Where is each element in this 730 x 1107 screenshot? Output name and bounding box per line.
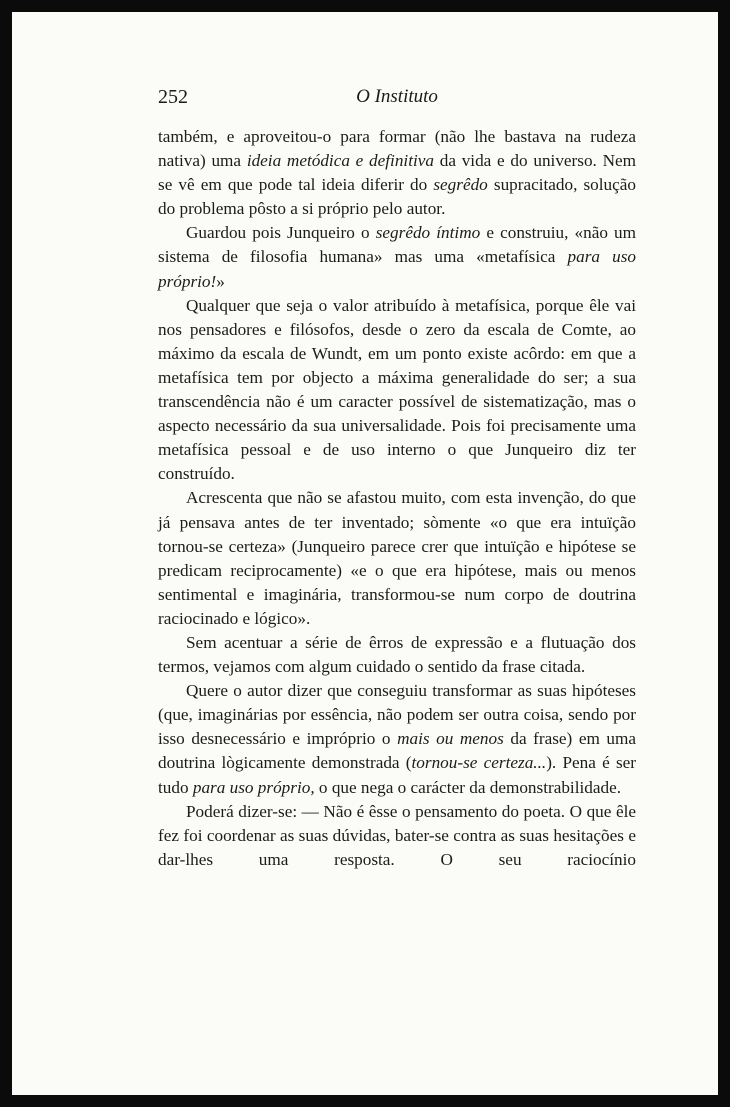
page-number: 252 [158, 86, 188, 108]
paragraph-7 [158, 800, 636, 872]
paragraph-4 [158, 486, 636, 631]
page [12, 12, 718, 1095]
italic-run: tornou-se certeza... [411, 753, 547, 773]
text-run: supracitado, solução do problema pôsto a si próprio pelo autor. [158, 175, 636, 219]
page-header [158, 86, 636, 110]
italic-run: segrêdo [433, 175, 488, 195]
text-run: da vida e do universo. Nem se vê em que pode tal ideia diferir do [158, 151, 637, 195]
paragraph-6 [158, 679, 636, 799]
text-run: Qualquer que seja o valor atribuído à metafísica, porque êle vai nos pensadores e filósofos, desde o zero da escala de Comte, ao máximo da escala de Wundt, em um ponto existe acôrdo: em que a metafísica tem por objecto a máxima generalidade do ser; a sua transcendência não é um caracter possível de sistematização, mas o aspecto necessário da sua universalidade. Pois foi precisamente uma metafísica pessoal e de uso interno o que Junqueiro diz ter construído. [158, 295, 636, 484]
paragraph-3 [158, 294, 636, 487]
text-run: da frase) em uma doutrina lògicamente demonstrada ( [158, 729, 636, 773]
paragraph-2 [158, 221, 636, 293]
text-run: ). Pena é ser tudo [158, 753, 637, 797]
paragraph-1 [158, 125, 636, 221]
body-text [158, 125, 636, 872]
text-run: Guardou pois Junqueiro o [186, 223, 376, 243]
text-run: Acrescenta que não se afastou muito, com esta invenção, do que já pensava antes de ter inventado; sòmente «o que era intuïção tornou-se certeza» (Junqueiro parece crer que intuïção e hipótese se predicam reciprocamente) «e o que era hipótese, mais ou menos sentimental e imaginária, transformou-se num corpo de doutrina raciocinado e lógico». [158, 488, 636, 628]
text-run: e construiu, «não um sistema de filosofia humana» mas uma «metafísica [158, 223, 637, 267]
text-run: o que nega o carácter da demonstrabilidade. [314, 777, 621, 797]
text-run: Sem acentuar a série de êrros de expressão e a flutuação dos termos, vejamos com algum cuidado o sentido da frase citada. [158, 632, 636, 677]
paragraph-5 [158, 631, 636, 679]
italic-run: segrêdo íntimo [375, 223, 481, 243]
running-title: O Instituto [356, 86, 438, 107]
text-run: » [216, 271, 225, 291]
italic-run: mais ou menos [397, 729, 504, 749]
italic-run: para uso próprio! [158, 247, 636, 291]
italic-run: para uso próprio, [192, 777, 315, 797]
text-run: Poderá dizer-se: — Não é êsse o pensamento do poeta. O que êle fez foi coordenar as suas dúvidas, bater-se contra as suas hesitações e dar-lhes uma resposta. O seu raciocínio [158, 801, 636, 869]
italic-run: ideia metódica e definitiva [246, 151, 434, 171]
text-run: também, e aproveitou-o para formar (não lhe bastava na rudeza nativa) uma [158, 127, 636, 171]
text-run: Quere o autor dizer que conseguiu transformar as suas hipóteses (que, imaginárias por essência, não podem ser outra coisa, sendo por isso desnecessário e impróprio o [158, 681, 636, 749]
